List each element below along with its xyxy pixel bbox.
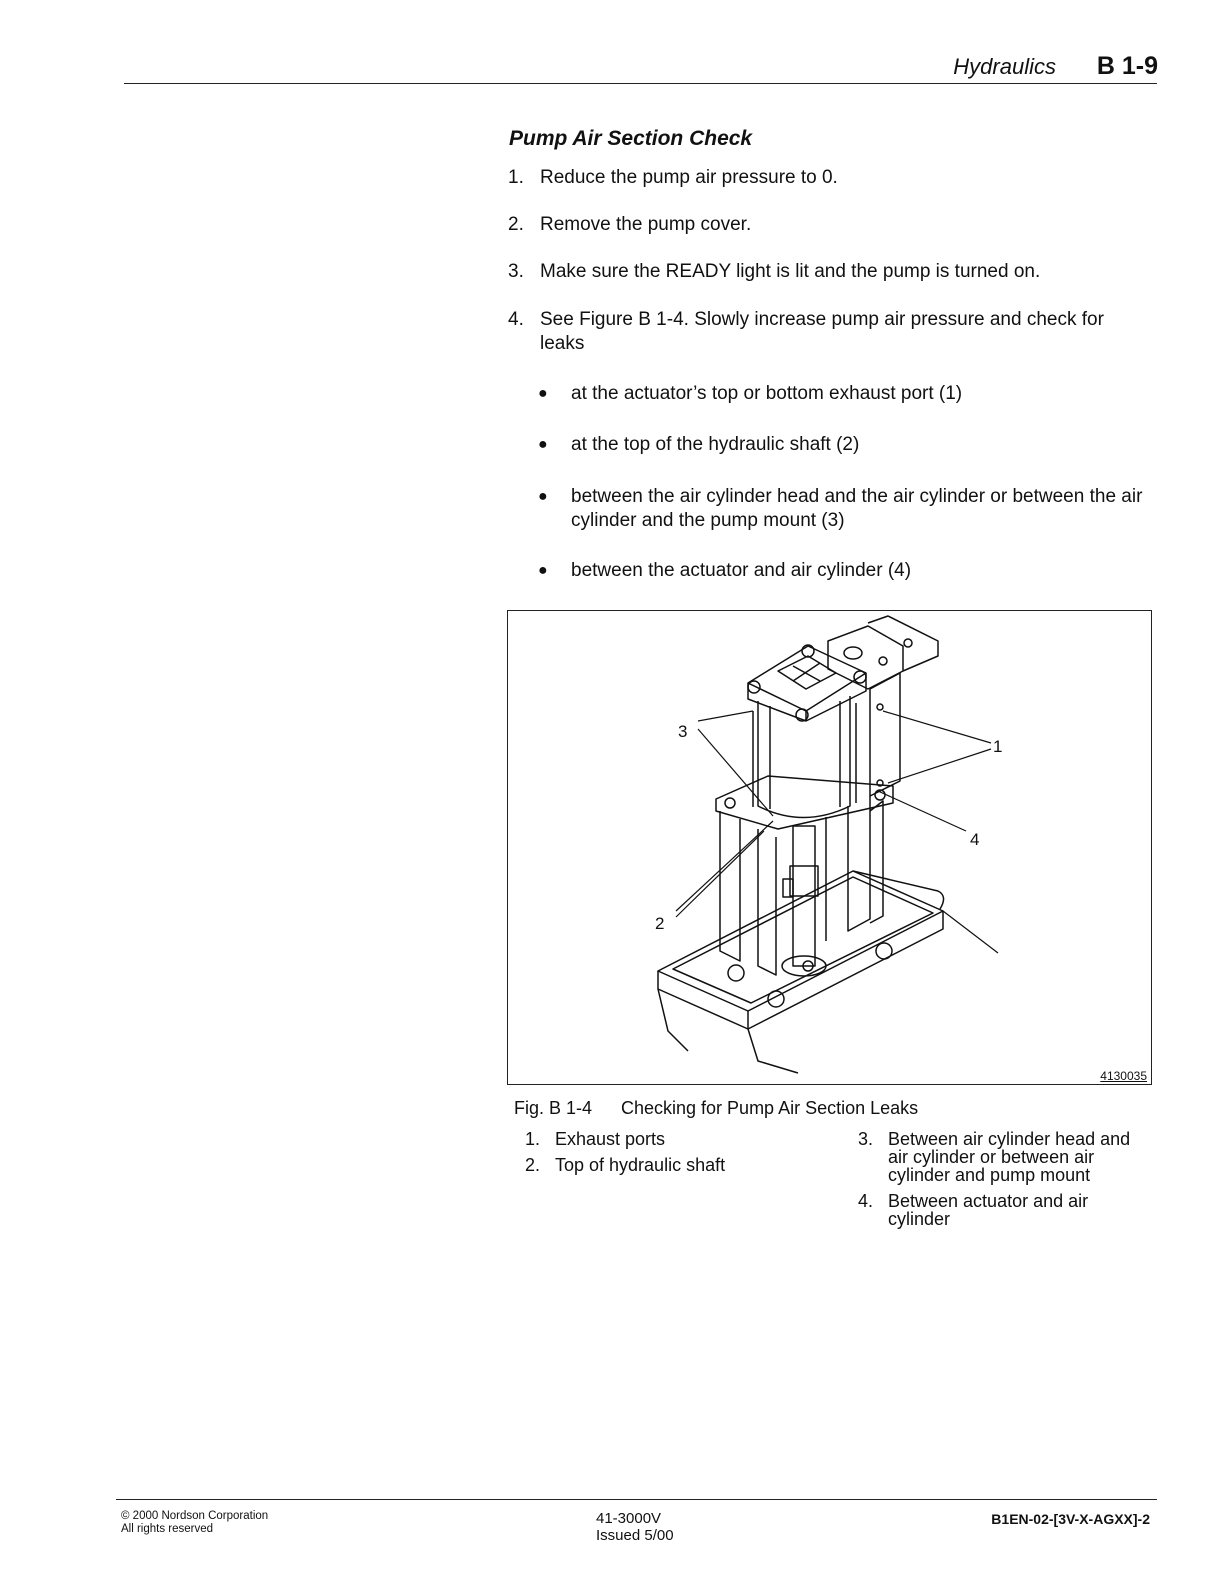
step-number: 3. — [508, 261, 524, 282]
header-section-title: Hydraulics — [953, 54, 1056, 79]
legend-number: 1. — [525, 1129, 541, 1149]
bullet-text: between the actuator and air cylinder (4) — [571, 560, 912, 581]
callout-labels — [655, 722, 1002, 933]
legend-number: 2. — [525, 1155, 541, 1175]
legend-item — [858, 1192, 1148, 1228]
air-cylinder-head — [748, 645, 866, 721]
step-text: See Figure B 1-4. Slowly increase pump air pressure and check for leaks — [540, 309, 1104, 354]
legend-item — [525, 1130, 805, 1148]
footer-doc-info — [596, 1510, 674, 1544]
bullet-text: at the top of the hydraulic shaft (2) — [571, 434, 860, 455]
legend-number: 4. — [858, 1191, 874, 1211]
copyright-text: © 2000 Nordson Corporation — [121, 1510, 269, 1522]
bullet-dot: ● — [538, 562, 548, 579]
bullet-dot: ● — [538, 436, 548, 453]
pump-base-tray — [658, 871, 944, 1073]
bullet-item — [538, 433, 1153, 457]
pump-illustration — [508, 611, 1153, 1086]
footer-doc-code: B1EN-02-[3V-X-AGXX]-2 — [991, 1511, 1150, 1527]
step-number: 2. — [508, 214, 524, 235]
figure-frame — [507, 610, 1152, 1085]
legend-text: Between actuator and air cylinder — [888, 1191, 1089, 1229]
callout-leader-lines — [676, 711, 998, 953]
header-page-code: B 1-9 — [1096, 52, 1158, 80]
bullet-item — [538, 382, 1153, 406]
legend-item — [858, 1130, 1148, 1184]
figure-caption — [514, 1098, 918, 1119]
bullet-text: at the actuator’s top or bottom exhaust port (1) — [571, 383, 963, 404]
hydraulic-shaft — [782, 826, 826, 976]
bullet-item — [538, 485, 1153, 533]
figure-caption-text: Checking for Pump Air Section Leaks — [621, 1098, 919, 1118]
step-text: Remove the pump cover. — [540, 214, 752, 235]
doc-number: 41-3000V — [596, 1510, 662, 1527]
callout-3: 3 — [678, 722, 688, 741]
step-number: 4. — [508, 309, 524, 330]
rights-text: All rights reserved — [121, 1523, 214, 1535]
step-item — [508, 260, 1153, 284]
figure-caption-label: Fig. B 1-4 — [514, 1098, 593, 1118]
step-item — [508, 166, 1153, 190]
legend-text: Between air cylinder head and air cylinder or between air cylinder and pump mount — [888, 1129, 1131, 1185]
callout-4: 4 — [970, 830, 980, 849]
bullet-dot: ● — [538, 385, 548, 402]
header-divider — [124, 83, 1157, 84]
pump-mount-stand — [720, 796, 883, 975]
legend-number: 3. — [858, 1129, 874, 1149]
pump-mount-plate — [716, 776, 893, 829]
legend-item — [525, 1156, 805, 1174]
footer-divider — [116, 1499, 1157, 1500]
step-item — [508, 213, 1153, 237]
legend-text: Top of hydraulic shaft — [555, 1155, 726, 1175]
step-text: Make sure the READY light is lit and the pump is turned on. — [540, 261, 1041, 282]
callout-2: 2 — [655, 914, 665, 933]
step-number: 1. — [508, 167, 524, 188]
footer-copyright — [121, 1510, 268, 1536]
air-cylinder — [753, 696, 856, 818]
bullet-item — [538, 559, 1153, 583]
step-item — [508, 308, 1153, 356]
actuator-valve — [828, 616, 938, 796]
callout-1: 1 — [993, 737, 1003, 756]
legend-text: Exhaust ports — [555, 1129, 666, 1149]
section-title: Pump Air Section Check — [509, 127, 753, 150]
figure-code: 4130035 — [1100, 1069, 1147, 1083]
issued-date: Issued 5/00 — [596, 1527, 674, 1544]
bullet-text: between the air cylinder head and the air cylinder or between the air cylinder and the pump mount (3) — [571, 486, 1143, 531]
step-text: Reduce the pump air pressure to 0. — [540, 167, 838, 188]
bullet-dot: ● — [538, 488, 548, 505]
